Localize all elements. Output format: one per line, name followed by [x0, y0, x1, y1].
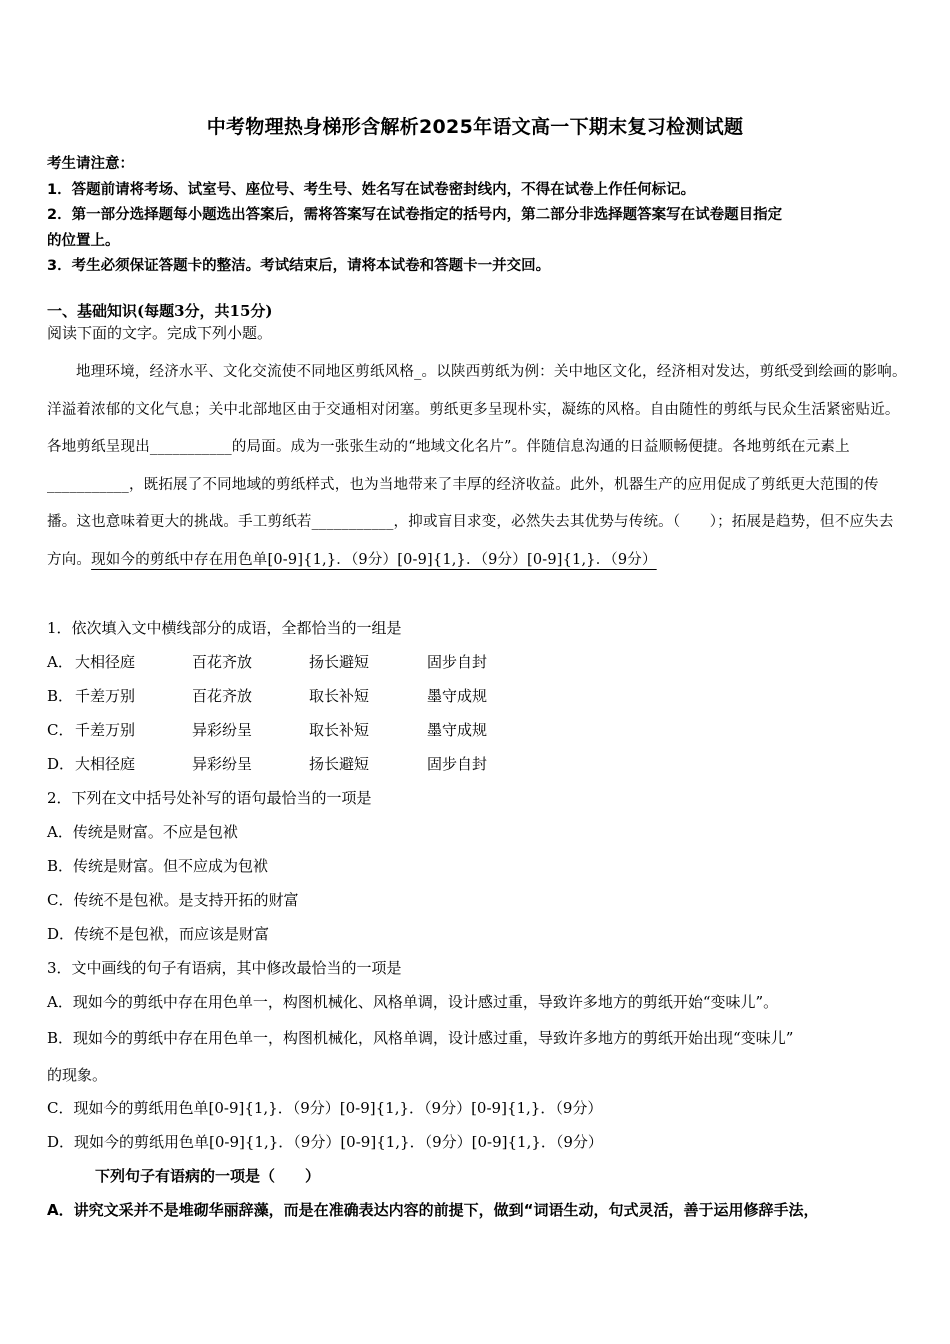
option-word: 大相径庭: [75, 755, 136, 773]
q3-option-c: C．现如今的剪纸用色单[0-9]{1,}．（9分）[0-9]{1,}．（9分）[0-9]{1,}．（9分）: [47, 1099, 603, 1117]
option-label: C．: [47, 721, 74, 739]
option-word: 固步自封: [427, 653, 488, 671]
option-word: 扬长避短: [309, 755, 370, 773]
option-label: D．: [47, 755, 75, 773]
option-word: 墨守成规: [427, 721, 488, 739]
section-heading: 一、基础知识(每题3分，共15分): [47, 302, 273, 320]
option-word: 墨守成规: [427, 687, 488, 705]
question-1-stem: 1．依次填入文中横线部分的成语，全都恰当的一组是: [47, 619, 402, 637]
option-word: 异彩纷呈: [192, 755, 253, 773]
q2-option-c: C．传统不是包袱。是支持开拓的财富: [47, 891, 299, 909]
question-2-stem: 2．下列在文中括号处补写的语句最恰当的一项是: [47, 789, 372, 807]
option-label: A．: [47, 653, 73, 671]
q2-option-d: D．传统不是包袱，而应该是财富: [47, 925, 270, 943]
option-word: 扬长避短: [309, 653, 370, 671]
q4-option-a: A．讲究文采并不是堆砌华丽辞藻，而是在准确表达内容的前提下，做到“词语生动，句式灵活，善于运用修辞手法，: [47, 1201, 819, 1219]
reading-passage: [47, 354, 907, 579]
question-4-stem: 下列句子有语病的一项是（ ）: [95, 1167, 321, 1185]
q3-option-b-continued: 的现象。: [47, 1066, 108, 1084]
question-3-stem: 3．文中画线的句子有语病，其中修改最恰当的一项是: [47, 959, 402, 977]
option-word: 千差万别: [75, 687, 136, 705]
option-word: 百花齐放: [192, 653, 253, 671]
option-word: 取长补短: [309, 687, 370, 705]
option-word: 固步自封: [427, 755, 488, 773]
section-intro: 阅读下面的文字。完成下列小题。: [47, 324, 273, 342]
section-basic-knowledge: [47, 300, 907, 579]
option-word: 百花齐放: [192, 687, 253, 705]
q3-option-a: A．现如今的剪纸中存在用色单一，构图机械化、风格单调，设计感过重，导致许多地方的剪纸开始“变味儿”。: [47, 993, 779, 1011]
notice-item: 3．考生必须保证答题卡的整洁。考试结束后，请将本试卷和答题卡一并交回。: [47, 258, 551, 274]
passage-underlined-sentence: 现如今的剪纸中存在用色单[0-9]{1,}．（9分）[0-9]{1,}．（9分）[0-9]{1,}．（9分）: [91, 551, 657, 568]
page-title: 中考物理热身梯形含解析2025年语文高一下期末复习检测试题: [206, 116, 744, 138]
q2-option-b: B．传统是财富。但不应成为包袱: [47, 857, 269, 875]
option-word: 千差万别: [75, 721, 136, 739]
q3-option-b: B．现如今的剪纸中存在用色单一，构图机械化，风格单调，设计感过重，导致许多地方的剪纸开始出现“变味儿”: [47, 1029, 794, 1047]
q3-option-d: D．现如今的剪纸用色单[0-9]{1,}．（9分）[0-9]{1,}．（9分）[0-9]{1,}．（9分）: [47, 1133, 603, 1151]
notice-item: 1．答题前请将考场、试室号、座位号、考生号、姓名写在试卷密封线内，不得在试卷上作任何标记。: [47, 181, 696, 198]
passage-text: 地理环境，经济水平、文化交流使不同地区剪纸风格_。以陕西剪纸为例：关中地区文化，经济相对发达，剪纸受到绘画的影响。洋溢着浓郁的文化气息；关中北部地区由于交通相对闭塞。剪纸更多呈现朴实，凝练的风格。自由随性的剪纸与民众生活紧密贴近。各地剪纸呈现出___________的局面。成为一张张生动的“地域文化名片”。伴随信息沟通的日益顺畅便捷。各地剪纸在元素上___________，既拓展了不同地域的剪纸样式，也为当地带来了丰厚的经济收益。此外，机器生产的应用促成了剪纸更大范围的传播。这也意味着更大的挑战。手工剪纸若___________，抑或盲目求变，必然失去其优势与传统。（ ）；拓展是趋势，但不应失去方向。: [47, 364, 907, 568]
q2-option-a: A．传统是财富。不应是包袱: [47, 823, 238, 841]
option-word: 大相径庭: [75, 653, 136, 671]
option-label: B．: [47, 687, 74, 705]
notice-item: 2．第一部分选择题每小题选出答案后，需将答案写在试卷指定的括号内，第二部分非选择题答案写在试卷题目指定: [47, 207, 783, 223]
notice-block: [47, 152, 907, 280]
option-word: 异彩纷呈: [192, 721, 253, 739]
notice-heading: 考生请注意：: [47, 156, 134, 172]
option-word: 取长补短: [309, 721, 370, 739]
notice-item: 的位置上。: [47, 232, 120, 249]
